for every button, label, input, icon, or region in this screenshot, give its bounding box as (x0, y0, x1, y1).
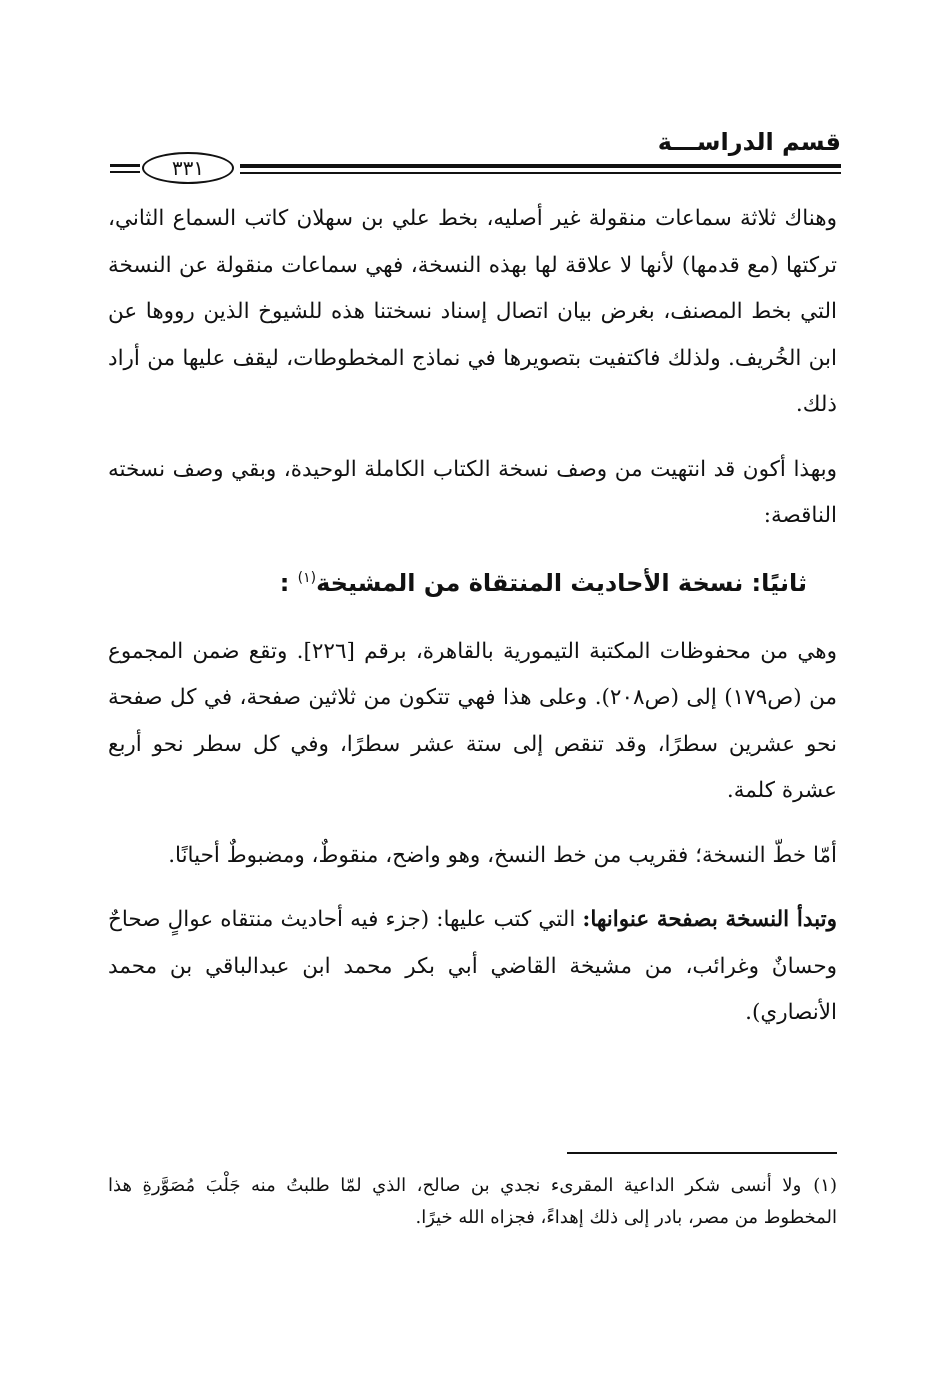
page-number: ٣٣١ (171, 156, 205, 180)
header-rule-thick (240, 164, 841, 168)
footnote-text: ولا أنسى شكر الداعية المقرىء نجدي بن صالح، الذي لمّا طلبتُ منه جَلْبَ مُصَوَّرةِ هذا المخطوط من مصر، بادر إلى ذلك إهداءً، فجزاه الله خيرًا. (108, 1175, 837, 1228)
header-rule-left-bottom (110, 171, 140, 173)
header-rule-thin (240, 172, 841, 174)
paragraph-1: وهناك ثلاثة سماعات منقولة غير أصليه، بخط علي بن سهلان كاتب السماع الثاني، تركتها (مع قدمها) لأنها لا علاقة لها بهذه النسخة، فهي سماعات منقولة عن النسخة التي بخط المصنف، بغرض بيان اتصال إسناد نسختنا هذه للشيوخ الذين رووها عن ابن الخُريف. ولذلك فاكتفيت بتصويرها في نماذج المخطوطات، ليقف عليها من أراد ذلك. (108, 206, 837, 417)
header-rule-left-top (110, 164, 140, 167)
paragraph-2: وبهذا أكون قد انتهيت من وصف نسخة الكتاب الكاملة الوحيدة، وبقي وصف نسخته الناقصة: (108, 456, 837, 528)
section-title: قسم الدراســـة (657, 128, 841, 156)
footnote-reference: (١) (297, 569, 317, 586)
paragraph-4: أمّا خطّ النسخة؛ فقريب من خط النسخ، وهو واضح، منقوطٌ، ومضبوطٌ أحيانًا. (168, 842, 837, 868)
paragraph-5-lead: وتبدأ النسخة بصفحة عنوانها: (582, 907, 837, 932)
paragraph-5 (108, 897, 837, 1037)
subheading (108, 550, 807, 611)
paragraph-3: وهي من محفوظات المكتبة التيمورية بالقاهرة، برقم [٢٢٦]. وتقع ضمن المجموع من (ص١٧٩) إلى (ص٢٠٨). وعلى هذا فهي تتكون من ثلاثين صفحة، في كل صفحة نحو عشرين سطرًا، وقد تنقص إلى ستة عشر سطرًا، وفي كل سطر نحو أربع عشرة كلمة. (108, 638, 837, 803)
paragraph-5-body: التي كتب عليها: (جزء فيه أحاديث منتقاه عوالٍ صحاحٌ وحسانٌ وغرائب، من مشيخة القاضي أبي بكر محمد ابن عبدالباقي بن محمد الأنصاري). (108, 907, 837, 1025)
page-number-badge (142, 152, 234, 184)
subheading-colon: : (279, 568, 290, 597)
subheading-text: ثانيًا: نسخة الأحاديث المنتقاة من المشيخة (316, 568, 807, 597)
footnote-separator (567, 1152, 837, 1154)
footnote-marker: (١) (813, 1175, 837, 1196)
footnote (108, 1170, 837, 1234)
main-text (108, 196, 837, 1037)
